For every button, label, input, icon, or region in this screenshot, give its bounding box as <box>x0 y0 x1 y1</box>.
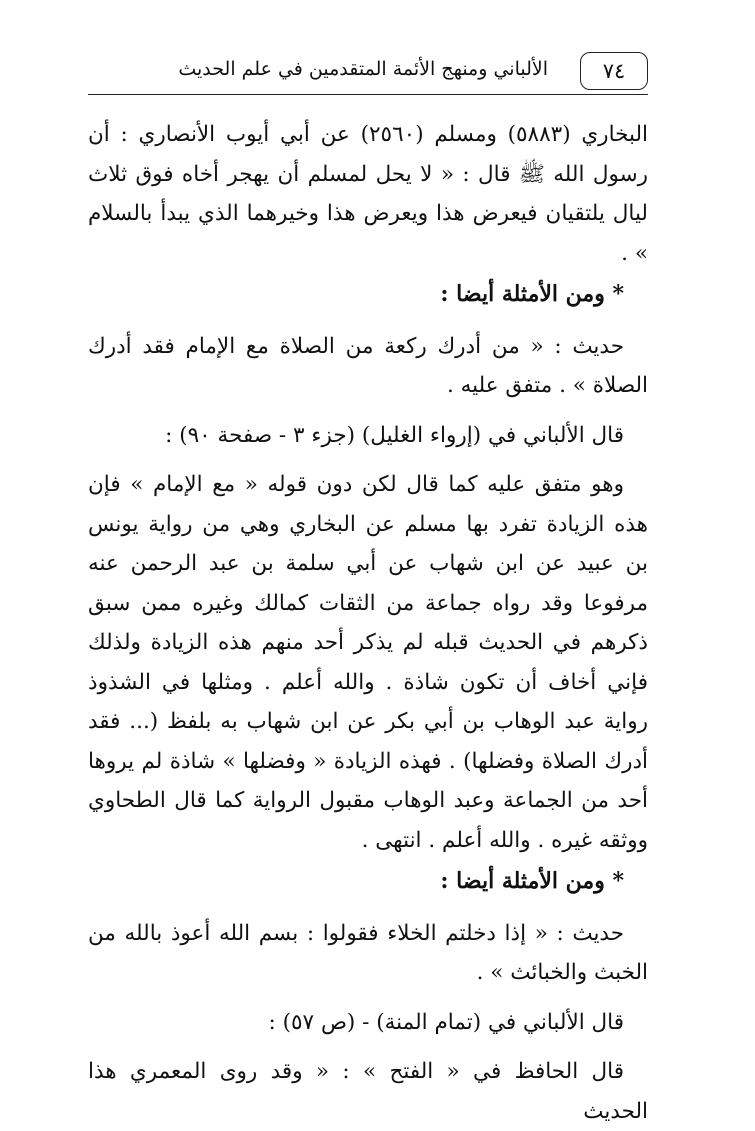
paragraph: وهو متفق عليه كما قال لكن دون قوله « مع الإمام » فإن هذه الزيادة تفرد بها مسلم عن البخاري وهي من رواية يونس بن عبيد عن ابن شهاب عن أبي سلمة بن عبد الرحمن عنه مرفوعا وقد رواه جماعة من الثقات كمالك وغيره ممن سبق ذكرهم في الحديث قبله لم يذكر أحد منهم هذه الزيادة ولذلك فإني أخاف أن تكون شاذة . والله أعلم . ومثلها في الشذوذ رواية عبد الوهاب بن أبي بكر عن ابن شهاب به بلفظ (... فقد أدرك الصلاة وفضلها) . فهذه الزيادة « وفضلها » شاذة لم يروها أحد من الجماعة وعبد الوهاب مقبول الرواية كما قال الطحاوي ووثقه غيره . والله أعلم . انتهى . <box>88 472 648 853</box>
paragraph: قال الألباني في (تمام المنة) - (ص ٥٧) : <box>268 1009 624 1035</box>
body-text <box>88 115 648 1131</box>
section-heading: * ومن الأمثلة أيضا : <box>440 281 624 307</box>
page-header <box>88 52 648 98</box>
paragraph: البخاري (٥٨٨٣) ومسلم (٢٥٦٠) عن أبي أيوب الأنصاري : أن رسول الله ﷺ قال : « لا يحل لمسلم أن يهجر أخاه فوق ثلاث ليال يلتقيان فيعرض هذا ويعرض هذا وخيرهما الذي يبدأ بالسلام » . <box>88 122 649 266</box>
page-number-box <box>580 52 648 90</box>
paragraph: قال الحافظ في « الفتح » : « وقد روى المعمري هذا الحديث <box>88 1059 648 1124</box>
paragraph: قال الألباني في (إرواء الغليل) (جزء ٣ - صفحة ٩٠) : <box>165 422 624 448</box>
running-title: الألباني ومنهج الأئمة المتقدمين في علم الحديث <box>178 58 548 80</box>
paragraph: حديث : « من أدرك ركعة من الصلاة مع الإمام فقد أدرك الصلاة » . متفق عليه . <box>88 333 648 398</box>
section-heading: * ومن الأمثلة أيضا : <box>440 868 624 894</box>
header-rule <box>88 94 648 95</box>
paragraph: حديث : « إذا دخلتم الخلاء فقولوا : بسم الله أعوذ بالله من الخبث والخبائث » . <box>88 920 648 985</box>
page-number: ٧٤ <box>602 59 626 83</box>
